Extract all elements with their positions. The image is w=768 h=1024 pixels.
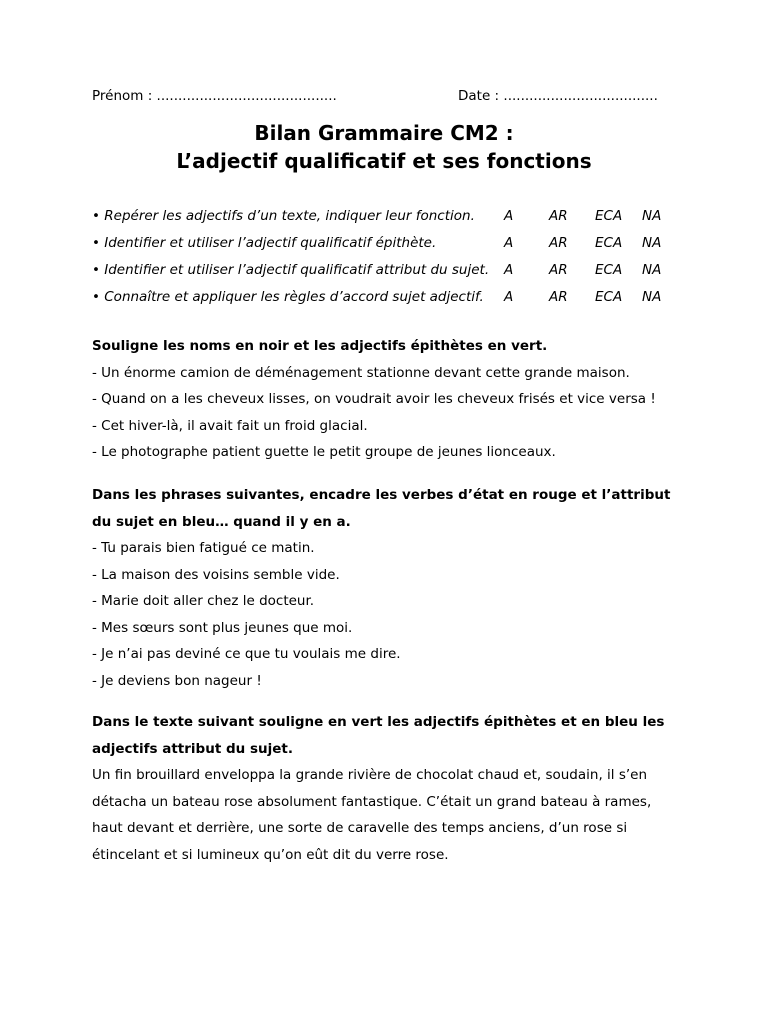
level-na: NA [642, 208, 662, 224]
exercise-1 [92, 333, 682, 466]
skill-row [92, 289, 692, 316]
skill-row [92, 208, 692, 235]
level-a: A [504, 289, 514, 305]
page-subtitle: L’adjectif qualificatif et ses fonctions [176, 149, 592, 173]
exercise-instruction: Souligne les noms en noir et les adjectifs épithètes en vert. [92, 338, 548, 354]
date-field: Date : .................................... [458, 88, 658, 104]
skill-text: • Identifier et utiliser l’adjectif qualificatif épithète. [92, 235, 437, 251]
level-na: NA [642, 262, 662, 278]
exercise-sentence: - Le photographe patient guette le petit groupe de jeunes lionceaux. [92, 444, 556, 460]
exercise-sentence: - Quand on a les cheveux lisses, on voudrait avoir les cheveux frisés et vice versa ! [92, 391, 656, 407]
exercise-instruction: Dans le texte suivant souligne en vert les adjectifs épithètes et en bleu les [92, 714, 665, 730]
level-ar: AR [549, 289, 568, 305]
level-a: A [504, 262, 514, 278]
level-a: A [504, 208, 514, 224]
exercise-text-line: détacha un bateau rose absolument fantastique. C’était un grand bateau à rames, [92, 793, 652, 810]
exercise-sentence: - Un énorme camion de déménagement stationne devant cette grande maison. [92, 364, 630, 381]
level-na: NA [642, 289, 662, 305]
first-name-field: Prénom : .......................................... [92, 88, 337, 104]
level-ar: AR [549, 208, 568, 224]
exercise-sentence: - Cet hiver-là, il avait fait un froid glacial. [92, 417, 368, 434]
exercise-instruction: du sujet en bleu… quand il y en a. [92, 513, 351, 530]
level-eca: ECA [595, 289, 623, 305]
page-title: Bilan Grammaire CM2 : [254, 121, 514, 145]
exercise-sentence: - Marie doit aller chez le docteur. [92, 593, 315, 609]
level-eca: ECA [595, 235, 623, 251]
skills-grid [92, 208, 692, 316]
level-eca: ECA [595, 262, 623, 278]
skill-row [92, 235, 692, 262]
exercise-2 [92, 482, 682, 694]
level-na: NA [642, 235, 662, 251]
skill-row [92, 262, 692, 289]
exercise-sentence: - Tu parais bien fatigué ce matin. [92, 540, 315, 556]
level-ar: AR [549, 262, 568, 278]
level-ar: AR [549, 235, 568, 251]
skill-text: • Identifier et utiliser l’adjectif qualificatif attribut du sujet. [92, 262, 490, 278]
exercise-instruction: Dans les phrases suivantes, encadre les verbes d’état en rouge et l’attribut [92, 487, 671, 503]
exercise-sentence: - Je n’ai pas deviné ce que tu voulais me dire. [92, 646, 401, 662]
level-a: A [504, 235, 514, 251]
exercise-text-line: étincelant et si lumineux qu’on eût dit du verre rose. [92, 846, 449, 863]
exercise-3 [92, 709, 682, 868]
exercise-text-line: Un fin brouillard enveloppa la grande rivière de chocolat chaud et, soudain, il s’en [92, 767, 648, 783]
exercise-instruction: adjectifs attribut du sujet. [92, 740, 293, 757]
exercise-text-line: haut devant et derrière, une sorte de caravelle des temps anciens, d’un rose si [92, 820, 628, 836]
exercise-sentence: - Mes sœurs sont plus jeunes que moi. [92, 619, 353, 636]
skill-text: • Connaître et appliquer les règles d’accord sujet adjectif. [92, 289, 484, 305]
exercise-sentence: - Je deviens bon nageur ! [92, 672, 262, 689]
skill-text: • Repérer les adjectifs d’un texte, indiquer leur fonction. [92, 208, 475, 224]
exercise-sentence: - La maison des voisins semble vide. [92, 566, 340, 583]
level-eca: ECA [595, 208, 623, 224]
